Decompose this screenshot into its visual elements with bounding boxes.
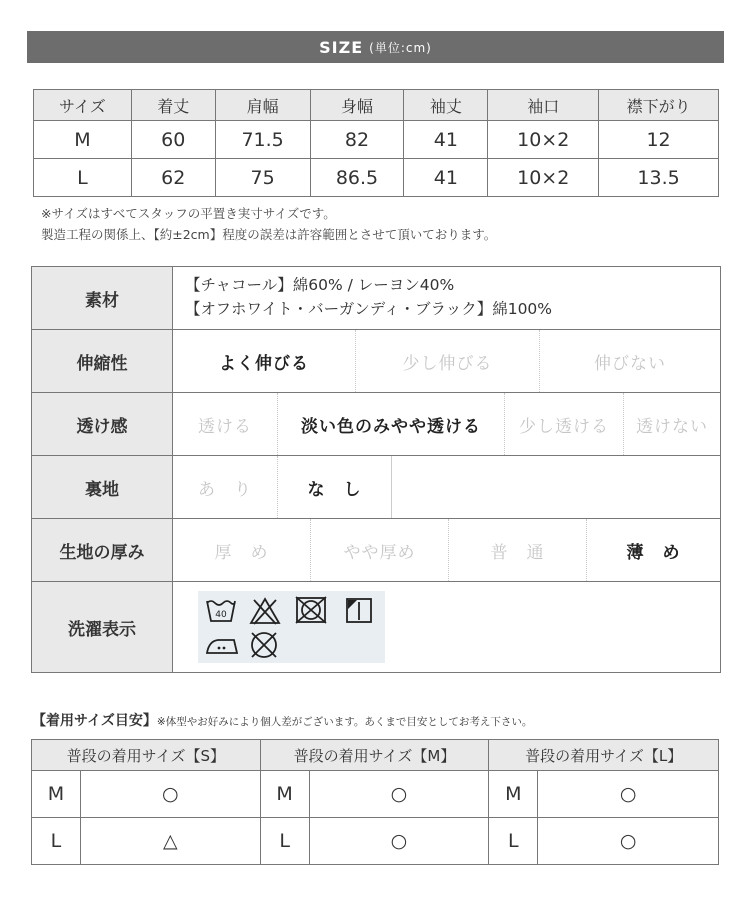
table-cell: 10×2 xyxy=(488,159,599,197)
fit-guide-heading xyxy=(32,710,532,730)
fit-group-title: 普段の着用サイズ【L】 xyxy=(489,740,719,771)
no-tumble-dry-icon xyxy=(294,595,328,625)
material-line: 【オフホワイト・バーガンディ・ブラック】綿100% xyxy=(185,300,553,318)
row-label: 洗濯表示 xyxy=(32,582,173,672)
size-table-header xyxy=(34,90,719,121)
size-unit: (単位:cm) xyxy=(369,40,432,55)
fit-guide-table xyxy=(31,739,719,865)
table-cell: 75 xyxy=(215,159,310,197)
size-notes xyxy=(41,203,496,245)
table-row xyxy=(32,818,719,865)
table-row xyxy=(32,771,719,818)
fit-mark: ○ xyxy=(538,818,719,865)
fit-mark: ○ xyxy=(309,818,489,865)
table-cell: 10×2 xyxy=(488,121,599,159)
column-header: 袖丈 xyxy=(404,90,488,121)
table-cell: 82 xyxy=(310,121,404,159)
size-cell: L xyxy=(489,818,538,865)
stretch-row xyxy=(32,329,720,392)
table-cell: 13.5 xyxy=(599,159,719,197)
column-header: 襟下がり xyxy=(599,90,719,121)
no-bleach-icon xyxy=(248,596,282,626)
table-cell: 60 xyxy=(131,121,215,159)
option-cell: 淡い色のみやや透ける xyxy=(278,393,505,455)
fit-mark: ○ xyxy=(538,771,719,818)
note-line: ※サイズはすべてスタッフの平置き実寸サイズです。 xyxy=(41,206,336,221)
table-row xyxy=(34,159,719,197)
option-cell: な し xyxy=(278,456,392,518)
option-cell: 薄 め xyxy=(626,542,681,563)
material-text xyxy=(173,267,552,329)
option-cell: やや厚め xyxy=(311,519,449,581)
row-label: 透け感 xyxy=(32,393,173,455)
fit-group-title: 普段の着用サイズ【S】 xyxy=(32,740,261,771)
svg-text:40: 40 xyxy=(215,610,227,620)
option-cell: よく伸びる xyxy=(173,330,356,392)
care-label-image xyxy=(198,591,385,663)
option-cell: 普 通 xyxy=(449,519,587,581)
thickness-row xyxy=(32,518,720,581)
column-header: 身幅 xyxy=(310,90,404,121)
thickness-options xyxy=(173,519,720,581)
column-header: 袖口 xyxy=(488,90,599,121)
care-area xyxy=(173,582,720,672)
no-dry-clean-icon xyxy=(248,629,280,661)
column-header: 着丈 xyxy=(131,90,215,121)
option-cell: 透けない xyxy=(636,416,708,437)
material-row xyxy=(32,267,720,329)
option-cell: 透ける xyxy=(173,393,278,455)
sheer-options xyxy=(173,393,720,455)
size-cell: M xyxy=(32,771,81,818)
fit-guide-title: 【着用サイズ目安】 xyxy=(32,713,157,729)
fit-mark: △ xyxy=(80,818,260,865)
row-label: 素材 xyxy=(32,267,173,329)
empty-cell xyxy=(392,456,720,518)
option-cell: 少し透ける xyxy=(505,393,624,455)
table-cell: L xyxy=(34,159,132,197)
size-table xyxy=(33,89,719,197)
row-label: 裏地 xyxy=(32,456,173,518)
size-cell: M xyxy=(260,771,309,818)
option-cell: 少し伸びる xyxy=(356,330,540,392)
sheer-row xyxy=(32,392,720,455)
fit-mark: ○ xyxy=(309,771,489,818)
table-row xyxy=(34,121,719,159)
lining-row xyxy=(32,455,720,518)
care-row xyxy=(32,581,720,672)
note-line: 製造工程の関係上、【約±2cm】程度の誤差は許容範囲とさせて頂いております。 xyxy=(41,227,497,242)
table-cell: 71.5 xyxy=(215,121,310,159)
fit-mark: ○ xyxy=(80,771,260,818)
option-cell: 厚 め xyxy=(173,519,311,581)
table-cell: 41 xyxy=(404,121,488,159)
wash-40-icon xyxy=(204,597,238,625)
fit-group-title: 普段の着用サイズ【M】 xyxy=(260,740,489,771)
option-cell: 伸びない xyxy=(594,353,666,374)
size-cell: M xyxy=(489,771,538,818)
line-dry-shade-icon xyxy=(344,596,374,626)
column-header: 肩幅 xyxy=(215,90,310,121)
size-header xyxy=(27,31,724,63)
iron-low-icon xyxy=(204,633,240,657)
option-cell: あ り xyxy=(173,456,278,518)
size-title: SIZE xyxy=(319,37,364,57)
lining-options xyxy=(173,456,720,518)
fit-guide-note: ※体型やお好みにより個人差がございます。あくまで目安としてお考え下さい。 xyxy=(156,716,533,728)
size-cell: L xyxy=(32,818,81,865)
material-line: 【チャコール】綿60% / レーヨン40% xyxy=(185,276,455,294)
table-cell: M xyxy=(34,121,132,159)
fit-guide-header xyxy=(32,740,719,771)
row-label: 伸縮性 xyxy=(32,330,173,392)
table-cell: 62 xyxy=(131,159,215,197)
column-header: サイズ xyxy=(34,90,132,121)
size-cell: L xyxy=(260,818,309,865)
table-cell: 41 xyxy=(404,159,488,197)
table-cell: 86.5 xyxy=(310,159,404,197)
table-cell: 12 xyxy=(599,121,719,159)
row-label: 生地の厚み xyxy=(32,519,173,581)
stretch-options xyxy=(173,330,720,392)
material-spec-table xyxy=(31,266,721,673)
